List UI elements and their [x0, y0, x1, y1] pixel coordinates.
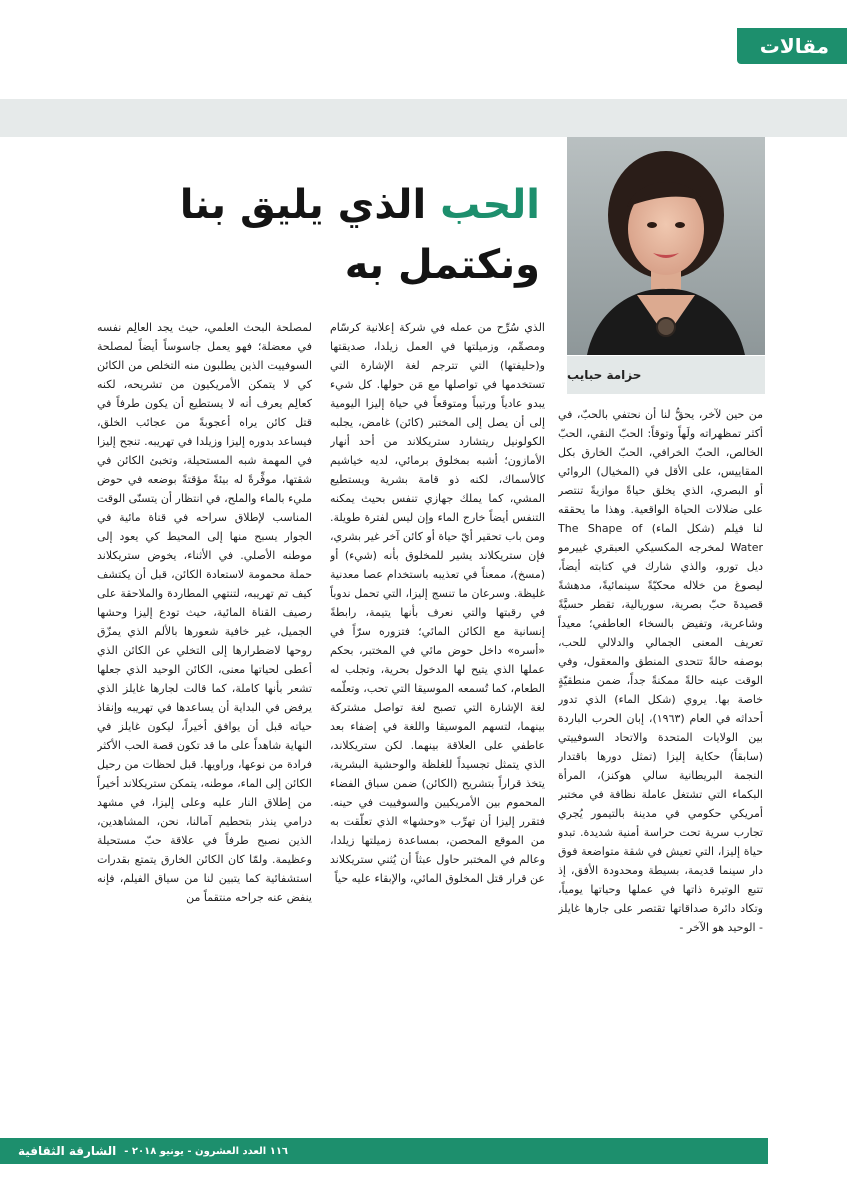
- portrait-image: [567, 137, 765, 355]
- headline-line-1-rest: الذي يليق بنا: [179, 182, 427, 228]
- headline-line-1: [60, 175, 540, 235]
- article-column-middle: [330, 318, 545, 1148]
- header-band: [0, 99, 847, 137]
- author-photo: [567, 137, 765, 355]
- column-right-text: من حين لآخر، يحقُّ لنا أن نحتفي بالحبّ، في أكثر تمظهراته ولَهاً وتوقاً: الحبّ النقي، الحبّ الخالص، الحبّ الخرافي، الحبّ الخارق بكل المقاييس، على الأقل في (المخيال) الروائي أو البصري، الذي يخلق حياةً موازيةً تنتصر على ضلالات الحياة الواقعية. وهذا ما يحققه لنا فيلم (شكل الماء) The Shape of Water لمخرجه المكسيكي العبقري غييرمو ديل تورو، والذي شارك في كتابته أيضاً، ليصوغ من خلاله محكيّةً سينمائيةً، مدهشةً قصيدةَ حبّ بصرية، سوريالية، تقطر حسيَّةً وشاعرية، وتفيض بالسخاء العاطفي؛ معيداً تعريف المعنى الجمالي والدلالي للحب، بوصفه حالةً تتحدى المنطق والمعقول، وفي الوقت عينه حالةً ممكنةً جداً، ضمن منطقيّةٍ خاصة بها. يروي (شكل الماء) الذي تدور أحداثه في العام (١٩٦٣)، إبان الحرب الباردة بين الولايات المتحدة والاتحاد السوفييتي (سابقاً) حكاية إليزا (تمثل دورها باقتدار النجمة البريطانية سالي هوكنز)، المرأة البكماء التي تشتغل عاملة نظافة في مختبر أمريكي حكومي في مدينة بالتيمور يُجري تجارب سرية تحت حراسة أمنية شديدة. تبدو حياة إليزا، التي تعيش في شقة متواضعة فوق دار سينما قديمة، بسيطة ومحدودة الأفق، إذ تتبع الوتيرة ذاتها في عملها وحياتها يومياً، وتكاد دائرة صداقاتها تقتصر على جارها غايلز - الوحيد هو الآخر -: [558, 408, 763, 934]
- column-middle-text: الذي سُرِّح من عمله في شركة إعلانية كرسّام ومصمِّم، وزميلتها في العمل زيلدا، صديقتها و(حليفتها) التي تترجم لغة الإشارة التي تستخدمها في تواصلها مع مَن حولها. كل شيء يبدو عادياً ورتيباً ومتوقعاً في حياة إليزا اليومية إلى أن يصل إلى المختبر (كائن) غامض، يجلبه الكولونيل ريتشارد ستريكلاند من أحد أنهار الأمازون؛ أشبه بمخلوق برمائي، لديه خياشيم كالأسماك، لكنه ذو قامة بشرية ويستطيع المشي، كما يملك جهازي تنفس بحيث يمكنه التنفس أيضاً خارج الماء وإن ليس لفترة طويلة. ومن باب تحقير أيّ حياة أو كائن آخر غير بشري، فإن ستريكلاند يشير للمخلوق بأنه (شيء) أو (مسخ)، ممعناً في تعذيبه باستخدام عصا معدنية غليظة. وسرعان ما تنسج إليزا، التي تحمل ندوباً في رقبتها والتي نعرف بأنها يتيمة، رابطةً إنسانية مع الكائن المائي؛ فتزوره سرّاً في «أسره» داخل حوض مائي في المختبر، بحكم عملها الذي يتيح لها الدخول بحرية، وتجلب له الطعام، كما تُسمعه الموسيقا التي تحب، وتعلّمه لغة الإشارة التي تصبح لغة تواصل مشتركة بينهما، لتسهم الموسيقا واللغة في إضفاء بعد عاطفي على العلاقة بينهما. لكن ستريكلاند، الذي يتمثل تجسيداً للغلظة والوحشية البشرية، يتخذ قراراً بتشريح (الكائن) ضمن سباق الفضاء المحموم بين الأمريكيين والسوفييت في حينه. فتقرر إليزا أن تهرِّب «وحشها» الذي تعلّقت به من الموقع المحصن، بمساعدة زميلتها زيلدا، وعالم في المختبر حاول عبثاً أن يُثني ستريكلاند عن قرار قتل المخلوق المائي، والإبقاء عليه حياً: [330, 321, 545, 885]
- article-headline: [60, 175, 540, 295]
- footer-page-info: ١١٦ العدد العشرون - يونيو ٢٠١٨ -: [124, 1145, 289, 1157]
- section-label: مقالات: [759, 34, 829, 58]
- column-left-text: لمصلحة البحث العلمي، حيث يجد العالِم نفسه في معضلة؛ فهو يعمل جاسوساً أيضاً لمصلحة السوفييت الذين يطلبون منه التخلص من الكائن كي لا يتمكن الأمريكيون من تشريحه، لكنه كعالِم يعرف أنه لا يستطيع أن يكون طرفاً في قتل كائن يراه أعجوبةً من عجائب الخلق، فيساعد بدوره إليزا وزيلدا في تهريبه. تنجح إليزا في المهمة شبه المستحيلة، وتخبئ الكائن في شقتها، موفِّرةً له بيئةً مؤقتةً بوضعه في حوض مليء بالماء والملح، في انتظار أن يتسنّى الوقت المناسب لإطلاق سراحه في قناة مائية في الجوار يسبح منها إلى المحيط كي يعود إلى موطنه الأصلي. في الأثناء، يخوض ستريكلاند حملة محمومة لاستعادة الكائن، قبل أن يكتشف كيف تم تهريبه، لتنتهي المطاردة والملاحقة على رصيف القناة المائية، حيث تودع إليزا وحشها الجميل، غير خافية شعورها بالألم الذي يمزّق روحها لاضطرارها إلى التخلي عن الكائن الذي أعطى لحياتها معنى، الكائن الوحيد الذي جعلها تشعر بأنها كاملة، كما قالت لجارها غايلز الذي يرفض في البداية أن يساعدها في تهريبه وإنقاذ حياته قبل أن يوافق أخيراً، ليكون غايلز في النهاية شاهداً على ما قد تكون قصة الحب الأكثر فرادة من نوعها، وراويها. قبل لحظات من رحيل الكائن إلى الماء، موطنه، يتمكن ستريكلاند أخيراً من إطلاق النار عليه وعلى إليزا، في مشهد درامي ينذر بتحطيم آمالنا، نحن، المشاهدين، الذين نصبح طرفاً في علاقة حبّ مستحيلة وعظيمة. ولمّا كان الكائن الخارق يتمتع بقدرات استشفائية كما يتبين لنا من سياق الفيلم، فإنه ينفض عنه جراحه منتقماً من: [97, 321, 312, 904]
- article-column-left: [97, 318, 312, 1148]
- headline-accent: الحب: [440, 182, 540, 228]
- article-column-right: [558, 405, 763, 1145]
- headline-line-2: ونكتمل به: [344, 242, 540, 288]
- section-tab: [737, 28, 847, 64]
- footer-bar: [0, 1138, 768, 1164]
- photo-caption-bar: [567, 356, 765, 394]
- author-name: حزامة حبايب: [567, 368, 642, 382]
- magazine-logo: الشارقة الثقافية: [18, 1144, 117, 1158]
